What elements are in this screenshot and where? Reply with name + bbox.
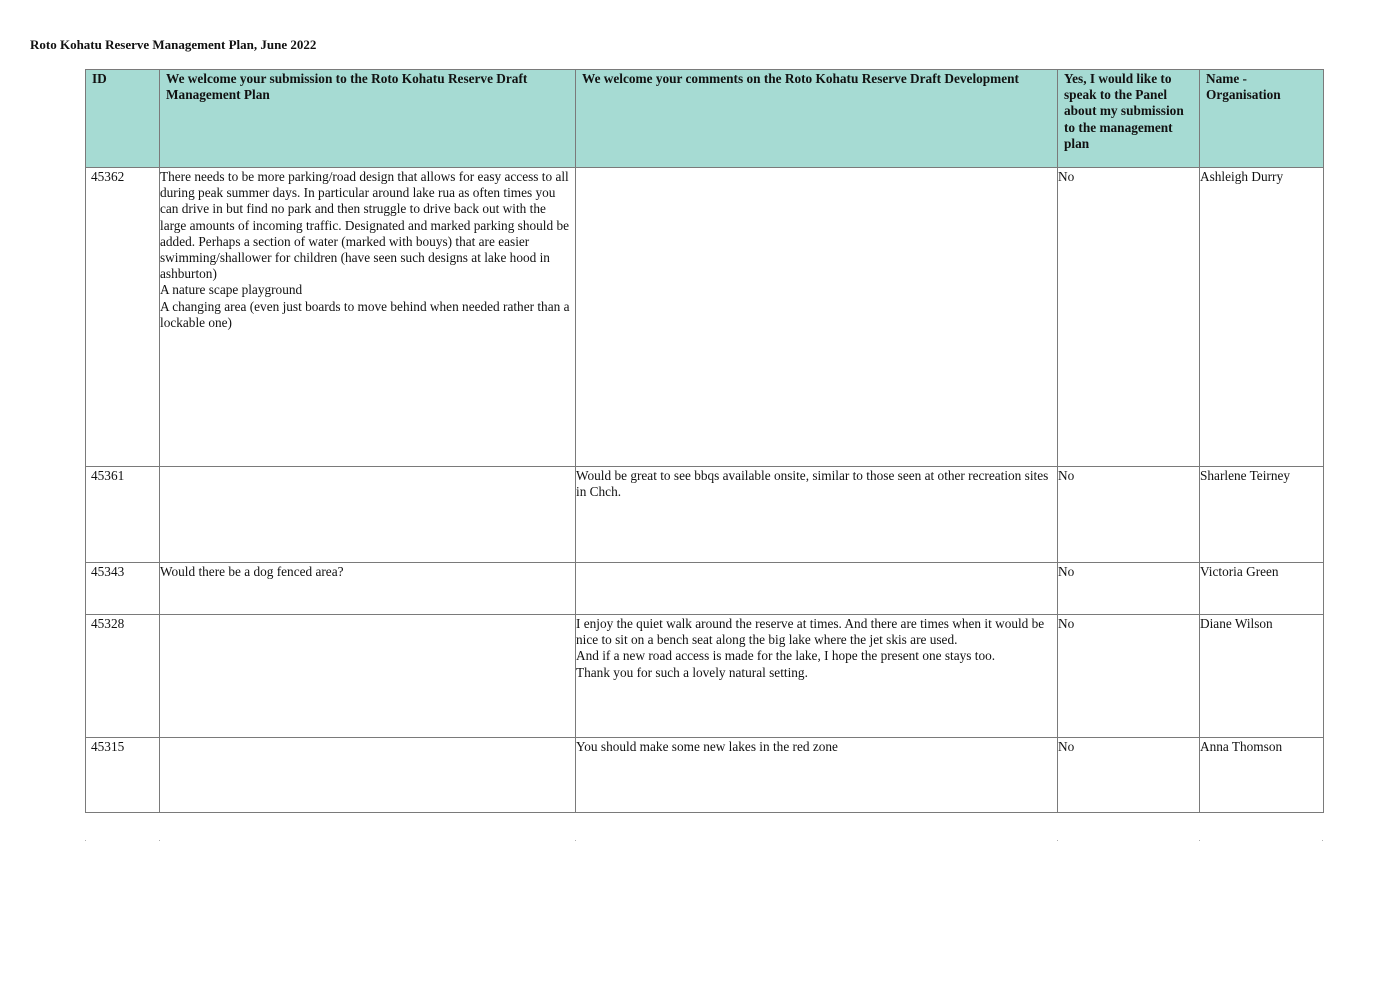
cell-id: 45343 bbox=[86, 563, 160, 615]
column-header-submission: We welcome your submission to the Roto Kohatu Reserve Draft Management Plan bbox=[160, 70, 576, 168]
cell-comments bbox=[576, 563, 1058, 615]
cell-id: 45361 bbox=[86, 467, 160, 563]
continuation-mark bbox=[575, 840, 576, 841]
table-row bbox=[86, 168, 1324, 467]
column-header-speak: Yes, I would like to speak to the Panel about my submission to the management plan bbox=[1058, 70, 1200, 168]
cell-speak: No bbox=[1058, 615, 1200, 738]
continuation-mark bbox=[1322, 840, 1323, 841]
table-continuation-marks bbox=[85, 840, 1323, 841]
continuation-mark bbox=[85, 840, 86, 841]
cell-name: Anna Thomson bbox=[1200, 738, 1324, 813]
column-header-name: Name - Organisation bbox=[1200, 70, 1324, 168]
cell-comments: Would be great to see bbqs available onsite, similar to those seen at other recreation sites in Chch. bbox=[576, 467, 1058, 563]
continuation-mark bbox=[1199, 840, 1200, 841]
cell-name: Sharlene Teirney bbox=[1200, 467, 1324, 563]
cell-submission: There needs to be more parking/road design that allows for easy access to all during peak summer days. In particular around lake rua as often times you can drive in but find no park and then struggle to drive back out with the large amounts of incoming traffic. Designated and marked parking should be added. Perhaps a section of water (marked with bouys) that are easier swimming/shallower for children (have seen such designs at lake hood in ashburton) A nature scape playground A changing area (even just boards to move behind when needed rather than a lockable one) bbox=[160, 168, 576, 467]
cell-id: 45328 bbox=[86, 615, 160, 738]
cell-comments bbox=[576, 168, 1058, 467]
cell-submission bbox=[160, 738, 576, 813]
page-title: Roto Kohatu Reserve Management Plan, June 2022 bbox=[30, 37, 317, 52]
table-row bbox=[86, 563, 1324, 615]
table-row bbox=[86, 615, 1324, 738]
table-row bbox=[86, 467, 1324, 563]
table-row bbox=[86, 738, 1324, 813]
continuation-mark bbox=[159, 840, 160, 841]
cell-name: Ashleigh Durry bbox=[1200, 168, 1324, 467]
cell-submission: Would there be a dog fenced area? bbox=[160, 563, 576, 615]
column-header-comments: We welcome your comments on the Roto Kohatu Reserve Draft Development bbox=[576, 70, 1058, 168]
cell-submission bbox=[160, 615, 576, 738]
submissions-table bbox=[85, 69, 1324, 813]
cell-speak: No bbox=[1058, 563, 1200, 615]
column-header-id: ID bbox=[86, 70, 160, 168]
cell-comments: You should make some new lakes in the red zone bbox=[576, 738, 1058, 813]
table-header-row bbox=[86, 70, 1324, 168]
cell-name: Diane Wilson bbox=[1200, 615, 1324, 738]
cell-name: Victoria Green bbox=[1200, 563, 1324, 615]
cell-speak: No bbox=[1058, 467, 1200, 563]
continuation-mark bbox=[1057, 840, 1058, 841]
cell-speak: No bbox=[1058, 738, 1200, 813]
cell-speak: No bbox=[1058, 168, 1200, 467]
cell-id: 45315 bbox=[86, 738, 160, 813]
cell-submission bbox=[160, 467, 576, 563]
cell-id: 45362 bbox=[86, 168, 160, 467]
cell-comments: I enjoy the quiet walk around the reserve at times. And there are times when it would be nice to sit on a bench seat along the big lake where the jet skis are used. And if a new road access is made for the lake, I hope the present one stays too. Thank you for such a lovely natural setting. bbox=[576, 615, 1058, 738]
